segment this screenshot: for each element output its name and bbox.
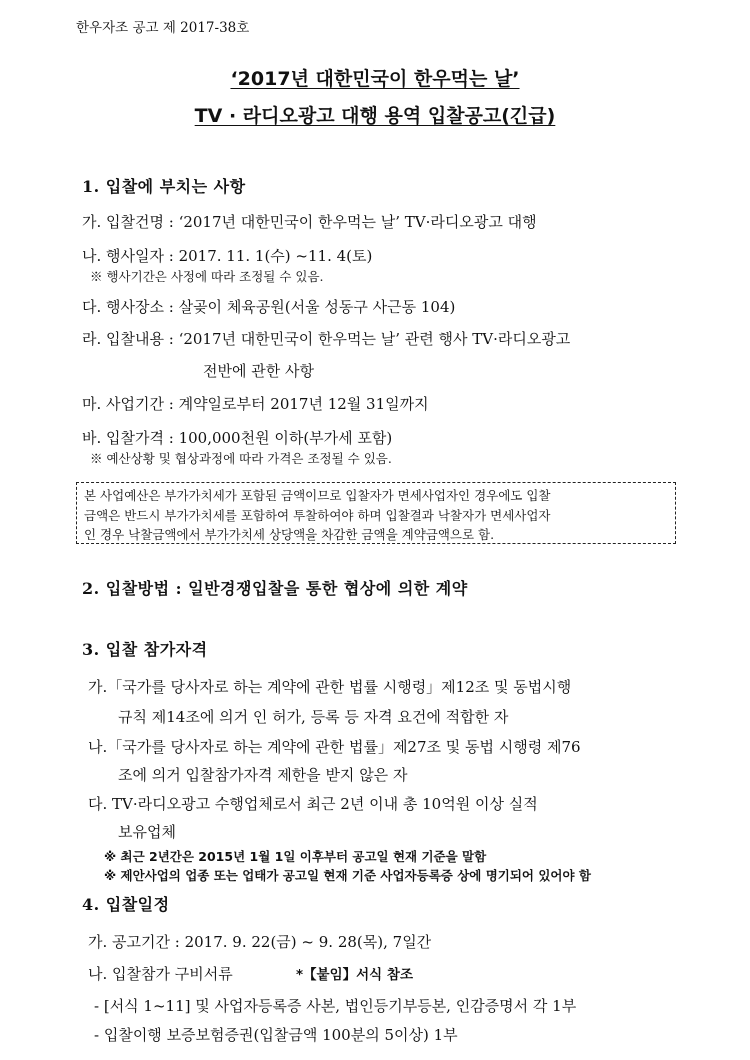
required-doc-2: - 입찰이행 보증보험증권(입찰금액 100분의 5이상) 1부	[94, 1026, 458, 1044]
attachment-reference: *【붙임】서식 참조	[296, 967, 414, 983]
item-bid-price: 바. 입찰가격 : 100,000천원 이하(부가세 포함)	[82, 429, 393, 447]
note-event-date: ※ 행사기간은 사정에 따라 조정될 수 있음.	[90, 269, 324, 284]
qualification-note-1: ※ 최근 2년간은 2015년 1월 1일 이후부터 공고일 현재 기준을 말함	[104, 849, 487, 864]
vat-notice-line-1: 본 사업예산은 부가가치세가 포함된 금액이므로 입찰자가 면세사업자인 경우에도 입찰	[84, 488, 551, 503]
required-doc-1: - [서식 1~11] 및 사업자등록증 사본, 법인등기부등본, 인감증명서 각 1부	[94, 997, 577, 1015]
item-project-period: 마. 사업기간 : 계약일로부터 2017년 12월 31일까지	[82, 395, 429, 413]
note-bid-price: ※ 예산상황 및 협상과정에 따라 가격은 조정될 수 있음.	[90, 451, 392, 466]
title-line-1: ‘2017년 대한민국이 한우먹는 날’	[230, 68, 520, 90]
qualification-note-2: ※ 제안사업의 업종 또는 업태가 공고일 현재 기준 사업자등록증 상에 명기되어 있어야 함	[104, 868, 592, 883]
title-line-2: TV · 라디오광고 대행 용역 입찰공고(긴급)	[194, 105, 556, 127]
qualification-a: 가.「국가를 당사자로 하는 계약에 관한 법률 시행령」제12조 및 동법시행	[88, 678, 572, 696]
section-2-heading: 2. 입찰방법 : 일반경쟁입찰을 통한 협상에 의한 계약	[82, 579, 468, 598]
vat-notice-line-3: 인 경우 낙찰금액에서 부가가치세 상당액을 차감한 금액을 계약금액으로 함.	[84, 527, 495, 542]
document-number: 한우자조 공고 제 2017-38호	[76, 20, 250, 36]
item-bid-content-cont: 전반에 관한 사항	[203, 362, 314, 380]
vat-notice-box	[76, 482, 676, 544]
schedule-notice-period: 가. 공고기간 : 2017. 9. 22(금) ~ 9. 28(목), 7일간	[88, 933, 432, 951]
item-bid-title: 가. 입찰건명 : ‘2017년 대한민국이 한우먹는 날’ TV·라디오광고 대행	[82, 213, 537, 231]
item-event-venue: 다. 행사장소 : 살곶이 체육공원(서울 성동구 사근동 104)	[82, 298, 456, 316]
qualification-b: 나.「국가를 당사자로 하는 계약에 관한 법률」제27조 및 동법 시행령 제76	[88, 738, 581, 756]
section-4-heading: 4. 입찰일정	[82, 895, 170, 914]
item-event-date: 나. 행사일자 : 2017. 11. 1(수) ~11. 4(토)	[82, 247, 373, 265]
qualification-c-cont: 보유업체	[118, 823, 176, 841]
qualification-b-cont: 조에 의거 입찰참가자격 제한을 받지 않은 자	[118, 766, 408, 784]
section-1-heading: 1. 입찰에 부치는 사항	[82, 177, 246, 196]
qualification-c: 다. TV·라디오광고 수행업체로서 최근 2년 이내 총 10억원 이상 실적	[88, 795, 538, 813]
qualification-a-cont: 규칙 제14조에 의거 인 허가, 등록 등 자격 요건에 적합한 자	[118, 708, 509, 726]
vat-notice-line-2: 금액은 반드시 부가가치세를 포함하여 투찰하여야 하며 입찰결과 낙찰자가 면세사업자	[84, 507, 551, 523]
schedule-required-docs: 나. 입찰참가 구비서류	[88, 965, 233, 983]
item-bid-content: 라. 입찰내용 : ‘2017년 대한민국이 한우먹는 날’ 관련 행사 TV·라디오광고	[82, 330, 571, 348]
section-3-heading: 3. 입찰 참가자격	[82, 640, 208, 659]
